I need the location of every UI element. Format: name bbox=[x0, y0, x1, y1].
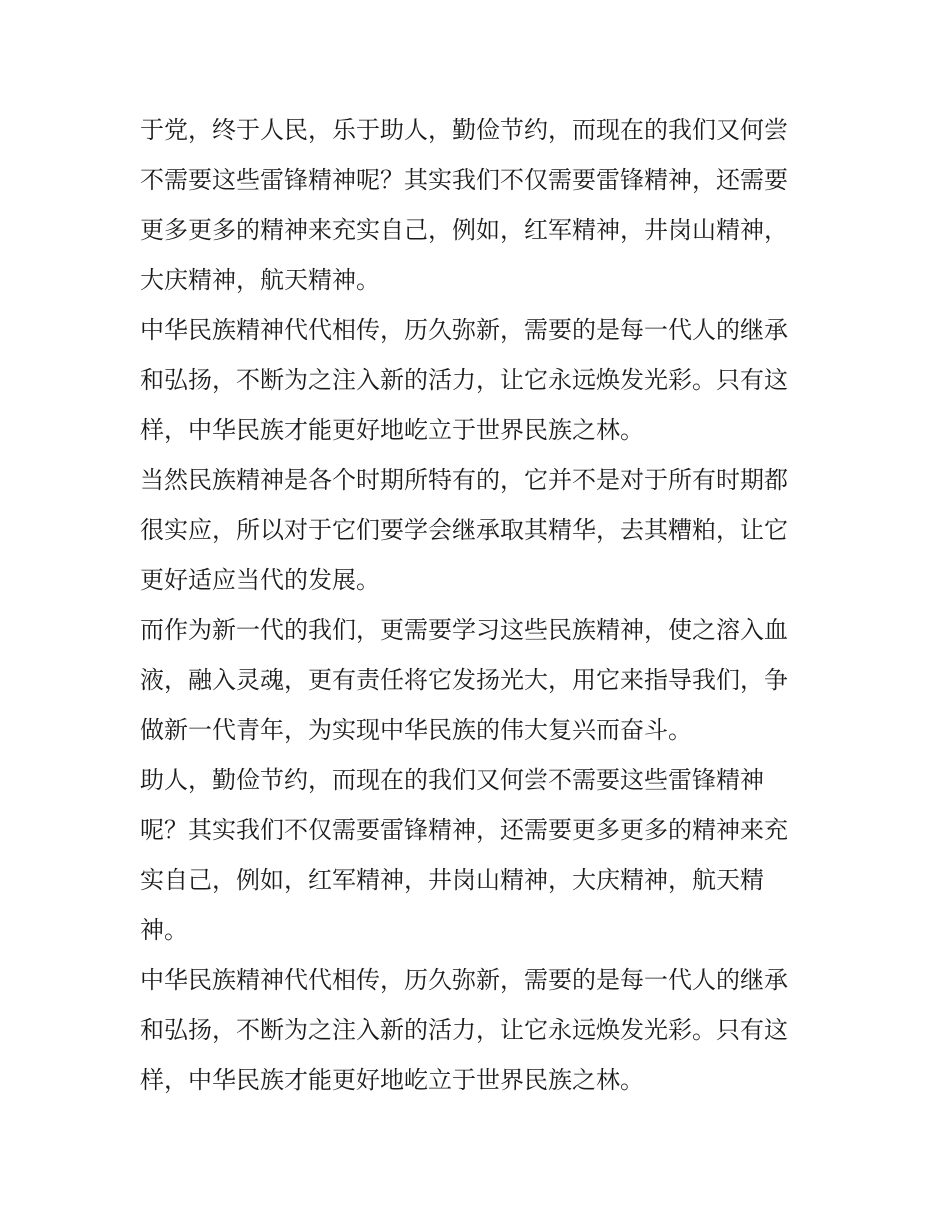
paragraph bbox=[140, 105, 820, 305]
text-line: 样，中华民族才能更好地屹立于世界民族之林。 bbox=[140, 1066, 644, 1094]
text-line: 更多更多的精神来充实自己，例如，红军精神，井岗山精神， bbox=[140, 216, 788, 244]
text-line: 神。 bbox=[140, 916, 188, 944]
text-line: 中华民族精神代代相传，历久弥新，需要的是每一代人的继承 bbox=[140, 966, 788, 994]
text-line: 大庆精神，航天精神。 bbox=[140, 266, 380, 294]
text-line: 很实应，所以对于它们要学会继承取其精华，去其糟粕，让它 bbox=[140, 516, 788, 544]
text-line: 不需要这些雷锋精神呢？其实我们不仅需要雷锋精神，还需要 bbox=[140, 166, 788, 194]
paragraph bbox=[140, 455, 820, 605]
text-line: 于党，终于人民，乐于助人，勤俭节约，而现在的我们又何尝 bbox=[140, 116, 788, 144]
text-line: 和弘扬，不断为之注入新的活力，让它永远焕发光彩。只有这 bbox=[140, 1016, 788, 1044]
paragraph bbox=[140, 755, 820, 955]
text-line: 呢？其实我们不仅需要雷锋精神，还需要更多更多的精神来充 bbox=[140, 816, 788, 844]
paragraph bbox=[140, 955, 820, 1105]
text-line: 做新一代青年，为实现中华民族的伟大复兴而奋斗。 bbox=[140, 716, 692, 744]
text-line: 当然民族精神是各个时期所特有的，它并不是对于所有时期都 bbox=[140, 466, 788, 494]
text-line: 样，中华民族才能更好地屹立于世界民族之林。 bbox=[140, 416, 644, 444]
text-line: 液，融入灵魂，更有责任将它发扬光大，用它来指导我们，争 bbox=[140, 666, 788, 694]
text-line: 中华民族精神代代相传，历久弥新，需要的是每一代人的继承 bbox=[140, 316, 788, 344]
text-line: 和弘扬，不断为之注入新的活力，让它永远焕发光彩。只有这 bbox=[140, 366, 788, 394]
paragraph bbox=[140, 305, 820, 455]
text-line: 而作为新一代的我们，更需要学习这些民族精神，使之溶入血 bbox=[140, 616, 788, 644]
text-line: 助人，勤俭节约，而现在的我们又何尝不需要这些雷锋精神 bbox=[140, 766, 764, 794]
text-line: 更好适应当代的发展。 bbox=[140, 566, 380, 594]
paragraph bbox=[140, 605, 820, 755]
body-text bbox=[140, 105, 820, 1105]
text-line: 实自己，例如，红军精神，井岗山精神，大庆精神，航天精 bbox=[140, 866, 764, 894]
